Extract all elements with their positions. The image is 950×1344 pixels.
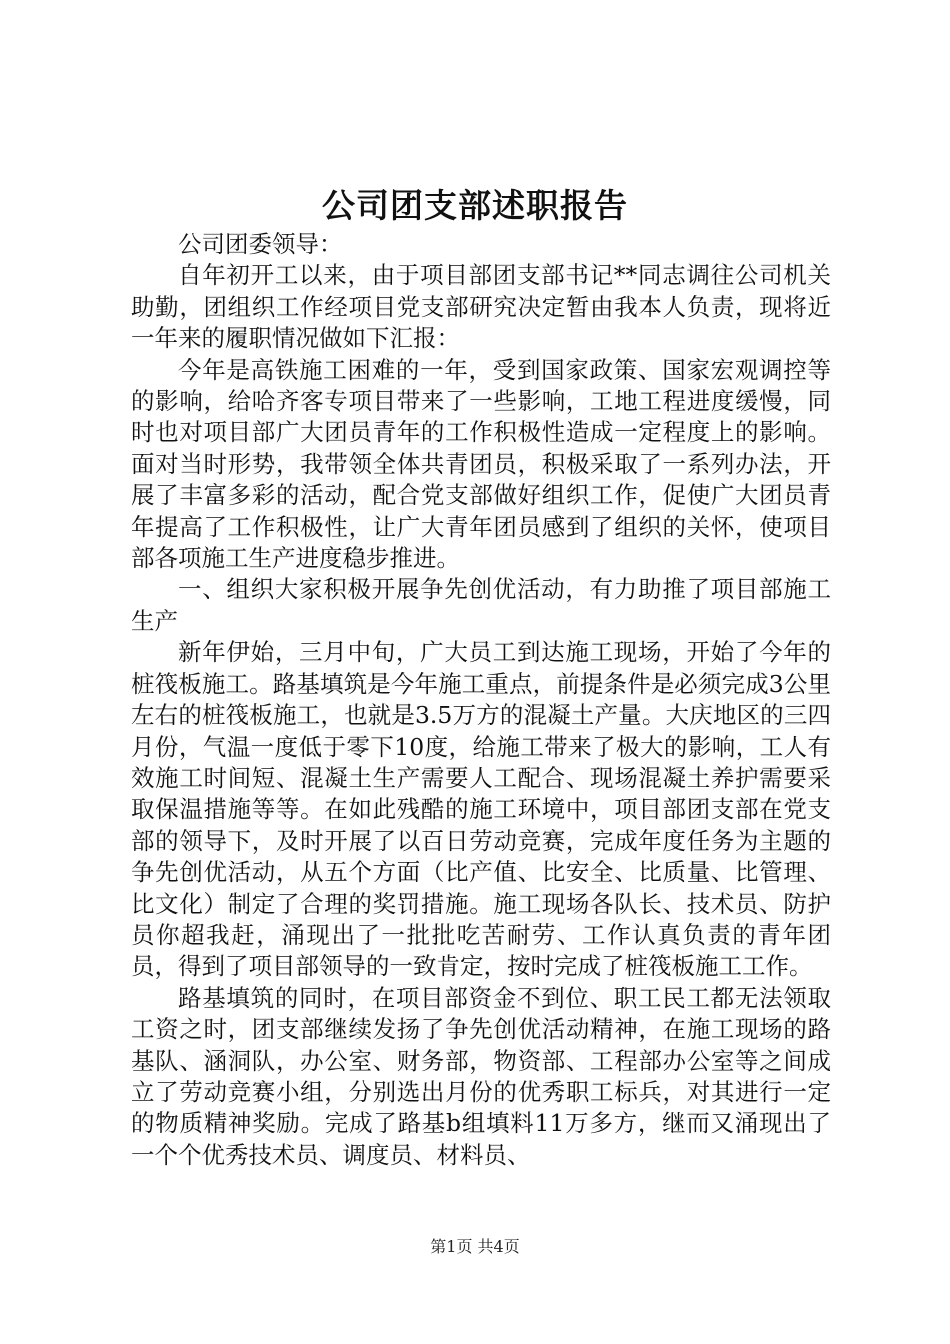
intro-paragraph: 自年初开工以来，由于项目部团支部书记**同志调往公司机关助勤，团组织工作经项目党支部研究决定暂由我本人负责，现将近一年来的履职情况做如下汇报：	[131, 261, 831, 353]
document-title: 公司团支部述职报告	[322, 186, 628, 225]
background-paragraph: 今年是高铁施工困难的一年，受到国家政策、国家宏观调控等的影响，给哈齐客专项目带来了一些影响，工地工程进度缓慢，同时也对项目部广大团员青年的工作积极性造成一定程度上的影响。面对当时形势，我带领全体共青团员，积极采取了一系列办法，开展了丰富多彩的活动，配合党支部做好组织工作，促使广大团员青年提高了工作积极性，让广大青年团员感到了组织的关怀，使项目部各项施工生产进度稳步推进。	[131, 355, 831, 573]
subgrade-paragraph: 路基填筑的同时，在项目部资金不到位、职工民工都无法领取工资之时，团支部继续发扬了争先创优活动精神，在施工现场的路基队、涵洞队，办公室、财务部，物资部、工程部办公室等之间成立了劳动竞赛小组，分别选出月份的优秀职工标兵，对其进行一定的物质精神奖励。完成了路基b组填料11万多方，继而又涌现出了一个个优秀技术员、调度员、材料员、	[131, 983, 831, 1169]
salutation-paragraph: 公司团委领导：	[178, 230, 343, 258]
page-footer: 第1页 共4页	[430, 1237, 520, 1256]
document-body	[131, 229, 831, 1171]
section-heading-paragraph: 一、组织大家积极开展争先创优活动，有力助推了项目部施工生产	[131, 575, 831, 635]
pile-raft-paragraph: 新年伊始，三月中旬，广大员工到达施工现场，开始了今年的桩筏板施工。路基填筑是今年施工重点，前提条件是必须完成3公里左右的桩筏板施工，也就是3.5万方的混凝土产量。大庆地区的三四月份，气温一度低于零下10度，给施工带来了极大的影响，工人有效施工时间短、混凝土生产需要人工配合、现场混凝土养护需要采取保温措施等等。在如此残酷的施工环境中，项目部团支部在党支部的领导下，及时开展了以百日劳动竞赛，完成年度任务为主题的争先创优活动，从五个方面（比产值、比安全、比质量、比管理、比文化）制定了合理的奖罚措施。施工现场各队长、技术员、防护员你超我赶，涌现出了一批批吃苦耐劳、工作认真负责的青年团员，得到了项目部领导的一致肯定，按时完成了桩筏板施工工作。	[131, 638, 831, 981]
